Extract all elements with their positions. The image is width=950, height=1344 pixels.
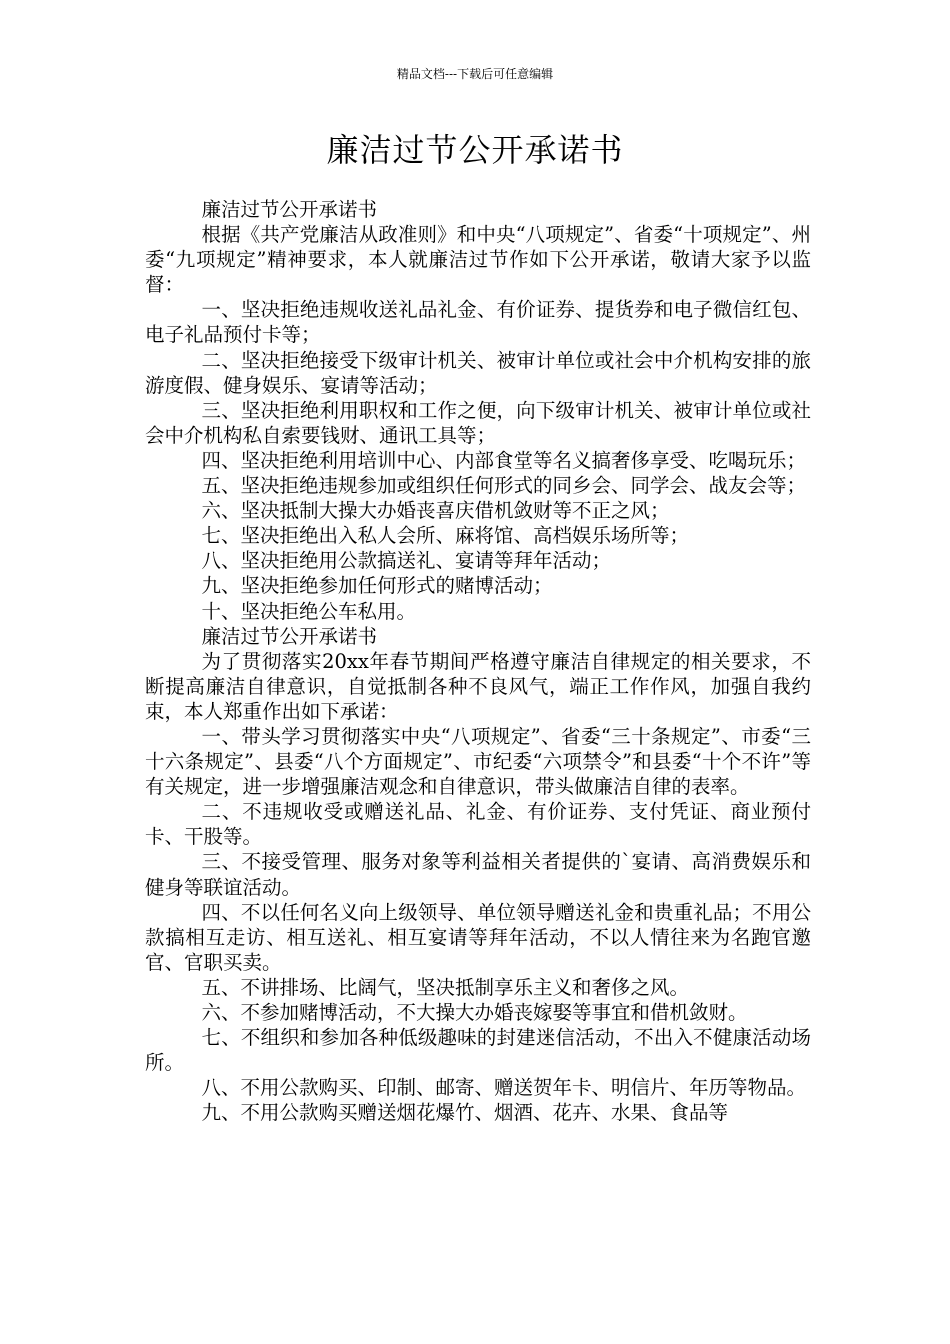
paragraph: 一、坚决拒绝违规收送礼品礼金、有价证券、提货券和电子微信红包、电子礼品预付卡等； bbox=[145, 298, 811, 347]
document-title: 廉洁过节公开承诺书 bbox=[326, 131, 624, 169]
paragraph: 六、坚决抵制大操大办婚丧喜庆借机敛财等不正之风； bbox=[201, 499, 670, 523]
paragraph: 三、坚决拒绝利用职权和工作之便，向下级审计机关、被审计单位或社会中介机构私自索要钱财、通讯工具等； bbox=[145, 398, 811, 447]
paragraph: 九、坚决拒绝参加任何形式的赌博活动； bbox=[201, 574, 553, 598]
document-body bbox=[145, 197, 811, 1125]
page-header: 精品文档---下载后可任意编辑 bbox=[396, 67, 554, 81]
paragraph: 五、不讲排场、比阔气，坚决抵制享乐主义和奢侈之风。 bbox=[201, 975, 690, 999]
paragraph: 一、带头学习贯彻落实中央“八项规定”、省委“三十条规定”、市委“三十六条规定”、县委“八个方面规定”、市纪委“六项禁令”和县委“十个不许”等有关规定，进一步增强廉洁观念和自律意识，带头做廉洁自律的表率。 bbox=[145, 724, 811, 799]
paragraph: 十、坚决拒绝公车私用。 bbox=[201, 599, 417, 623]
paragraph: 四、不以任何名义向上级领导、单位领导赠送礼金和贵重礼品；不用公款搞相互走访、相互送礼、相互宴请等拜年活动，不以人情往来为名跑官邀官、官职买卖。 bbox=[145, 900, 811, 974]
paragraph: 根据《共产党廉洁从政准则》和中央“八项规定”、省委“十项规定”、州委“九项规定”精神要求，本人就廉洁过节作如下公开承诺，敬请大家予以监督： bbox=[145, 223, 811, 297]
paragraph: 廉洁过节公开承诺书 bbox=[201, 624, 378, 648]
paragraph: 三、不接受管理、服务对象等利益相关者提供的`宴请、高消费娱乐和健身等联谊活动。 bbox=[145, 850, 811, 899]
paragraph: 九、不用公款购买赠送烟花爆竹、烟酒、花卉、水果、食品等 bbox=[201, 1101, 729, 1125]
paragraph: 廉洁过节公开承诺书 bbox=[201, 198, 378, 221]
paragraph: 八、不用公款购买、印制、邮寄、赠送贺年卡、明信片、年历等物品。 bbox=[201, 1076, 807, 1100]
paragraph: 七、坚决拒绝出入私人会所、麻将馆、高档娱乐场所等； bbox=[201, 524, 690, 548]
paragraph: 二、坚决拒绝接受下级审计机关、被审计单位或社会中介机构安排的旅游度假、健身娱乐、宴请等活动； bbox=[145, 348, 811, 397]
paragraph: 七、不组织和参加各种低级趣味的封建迷信活动，不出入不健康活动场所。 bbox=[145, 1026, 811, 1075]
paragraph: 八、坚决拒绝用公款搞送礼、宴请等拜年活动； bbox=[201, 549, 612, 573]
paragraph: 四、坚决拒绝利用培训中心、内部食堂等名义搞奢侈享受、吃喝玩乐； bbox=[201, 448, 807, 472]
paragraph: 二、不违规收受或赠送礼品、礼金、有价证券、支付凭证、商业预付卡、干股等。 bbox=[145, 800, 811, 849]
paragraph: 五、坚决拒绝违规参加或组织任何形式的同乡会、同学会、战友会等； bbox=[201, 474, 807, 498]
paragraph: 为了贯彻落实20xx年春节期间严格遵守廉洁自律规定的相关要求，不断提高廉洁自律意识，自觉抵制各种不良风气，端正工作作风，加强自我约束，本人郑重作出如下承诺： bbox=[145, 649, 811, 723]
paragraph: 六、不参加赌博活动，不大操大办婚丧嫁娶等事宜和借机敛财。 bbox=[201, 1001, 748, 1024]
